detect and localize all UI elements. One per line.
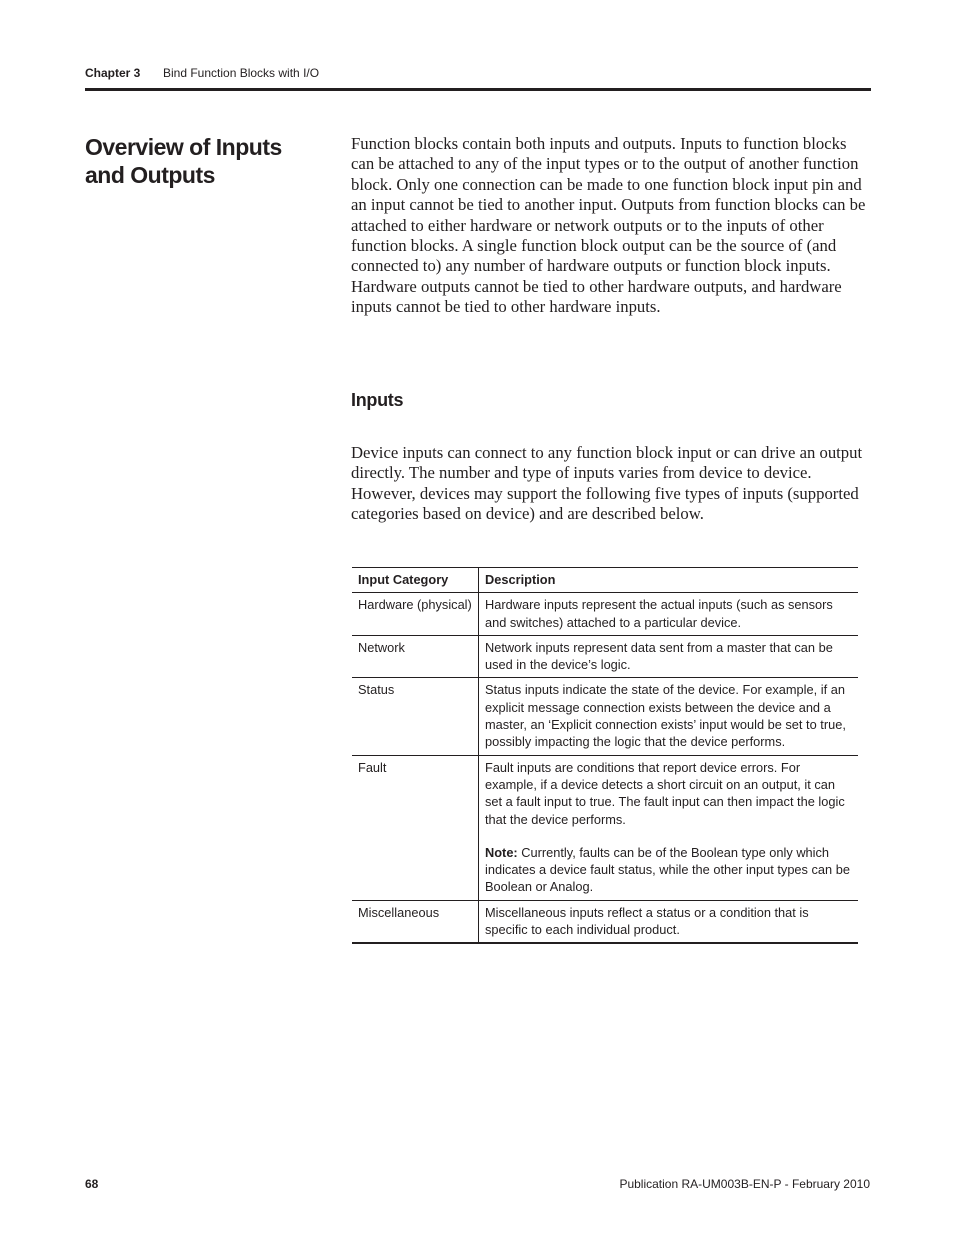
table-row bbox=[352, 593, 858, 636]
description-cell: Status inputs indicate the state of the device. For example, if an explicit message connection exists between the device and a master, an ‘Explicit connection exists’ input would be set to true, possibly impacting the logic that the device performs. bbox=[479, 678, 859, 755]
table-row bbox=[352, 635, 858, 678]
input-category-table bbox=[352, 567, 858, 944]
note-label: Note: bbox=[485, 844, 518, 860]
column-header-description: Description bbox=[479, 568, 859, 593]
category-cell: Miscellaneous bbox=[352, 900, 479, 943]
intro-paragraph: Function blocks contain both inputs and outputs. Inputs to function blocks can be attached to any of the input types or to the output of another function block. Only one connection can be made to one function block input pin and an input cannot be tied to another input. Outputs from function blocks can be attached to either hardware or network outputs or to the inputs of other function blocks. A single function block output can be the source of (and connected to) any number of hardware outputs or function block inputs. Hardware outputs cannot be tied to other hardware outputs, and hardware inputs cannot be tied to other hardware inputs. bbox=[351, 134, 866, 317]
table-row bbox=[352, 678, 858, 755]
fault-note bbox=[485, 844, 852, 896]
inputs-heading: Inputs bbox=[351, 390, 404, 410]
note-spacer bbox=[485, 828, 852, 844]
table-header-row bbox=[352, 568, 858, 593]
page-number: 68 bbox=[85, 1177, 99, 1191]
chapter-label: Chapter 3 bbox=[85, 66, 141, 80]
inputs-paragraph: Device inputs can connect to any function block input or can drive an output directly. The number and type of inputs varies from device to device. However, devices may support the following five types of inputs (supported categories based on device) and are described below. bbox=[351, 443, 863, 524]
category-cell: Fault bbox=[352, 755, 479, 900]
category-cell: Network bbox=[352, 635, 479, 678]
column-header-category: Input Category bbox=[352, 568, 479, 593]
description-cell: Miscellaneous inputs reflect a status or a condition that is specific to each individual product. bbox=[479, 900, 859, 943]
table-row bbox=[352, 900, 858, 943]
table-row bbox=[352, 755, 858, 900]
description-cell: Hardware inputs represent the actual inputs (such as sensors and switches) attached to a particular device. bbox=[479, 593, 859, 636]
fault-description: Fault inputs are conditions that report device errors. For example, if a device detects a short circuit on an output, it can set a fault input to true. The fault input can then impact the logic that the device performs. bbox=[485, 759, 845, 827]
category-cell: Hardware (physical) bbox=[352, 593, 479, 636]
description-cell: Network inputs represent data sent from a master that can be used in the device’s logic. bbox=[479, 635, 859, 678]
note-text: Currently, faults can be of the Boolean type only which indicates a device fault status, while the other input types can be Boolean or Analog. bbox=[485, 844, 850, 895]
publication-info: Publication RA-UM003B-EN-P - February 2010 bbox=[619, 1177, 870, 1191]
section-title: Overview of Inputs and Outputs bbox=[85, 134, 282, 188]
chapter-title: Bind Function Blocks with I/O bbox=[163, 66, 320, 80]
description-cell bbox=[479, 755, 859, 900]
header-rule bbox=[85, 88, 871, 91]
category-cell: Status bbox=[352, 678, 479, 755]
